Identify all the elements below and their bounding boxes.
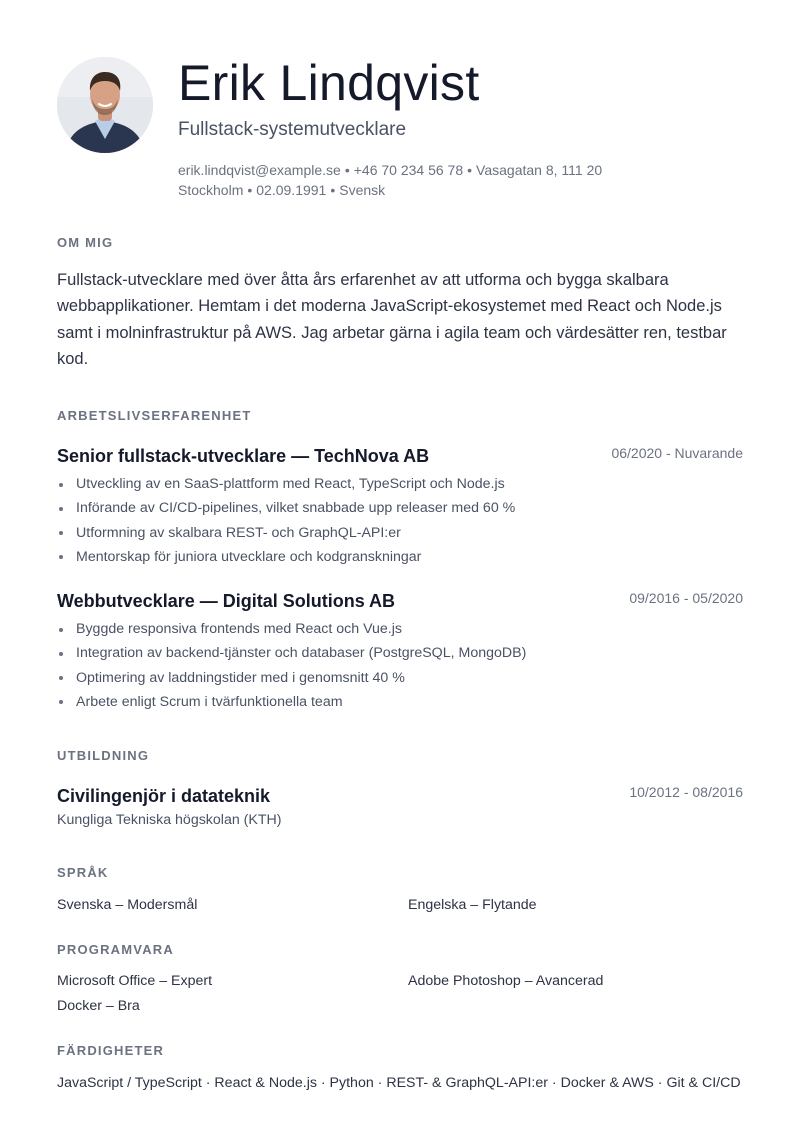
job-bullets <box>57 472 747 569</box>
list-item: Mentorskap för juniora utvecklare och kodgranskningar <box>57 545 747 569</box>
separator: • <box>467 162 473 178</box>
language-item: Engelska – Flytande <box>408 897 537 913</box>
language-item: Svenska – Modersmål <box>57 897 198 913</box>
job-title: Senior fullstack-utvecklare — TechNova AB <box>57 446 430 466</box>
contact-email: erik.lindqvist@example.se <box>178 162 341 178</box>
list-item: Optimering av laddningstider med i genomsnitt 40 % <box>57 666 747 690</box>
job-title: Webbutvecklare — Digital Solutions AB <box>57 591 396 611</box>
experience-heading: ARBETSLIVSERFARENHET <box>57 408 252 423</box>
software-item: Adobe Photoshop – Avancerad <box>408 973 604 989</box>
list-item: Utveckling av en SaaS-plattform med React, TypeScript och Node.js <box>57 472 747 496</box>
about-text: Fullstack-utvecklare med över åtta års erfarenhet av att utforma och bygga skalbara webbapplikationer. Hemtam i det moderna JavaScript-ekosystemet med React och Node.js samt i molninfrastruktur på AWS. Jag arbetar gärna i agila team och värdesätter ren, testbar kod. <box>57 271 727 368</box>
contact-birthdate: 02.09.1991 <box>256 182 327 198</box>
list-item: Arbete enligt Scrum i tvärfunktionella team <box>57 690 747 714</box>
candidate-name: Erik Lindqvist <box>178 55 480 111</box>
contact-nationality: Svensk <box>339 182 386 198</box>
list-item: Utformning av skalbara REST- och GraphQL-API:er <box>57 521 747 545</box>
contact-phone: +46 70 234 56 78 <box>353 162 464 178</box>
education-heading: UTBILDNING <box>57 748 150 763</box>
person-portrait-icon <box>57 57 153 153</box>
separator: • <box>344 162 350 178</box>
languages-heading: SPRÅK <box>57 865 109 880</box>
software-heading: PROGRAMVARA <box>57 942 174 957</box>
education-date: 10/2012 - 08/2016 <box>629 784 743 800</box>
education-school: Kungliga Tekniska högskolan (KTH) <box>57 812 282 828</box>
separator: • <box>247 182 253 198</box>
skills-heading: FÄRDIGHETER <box>57 1043 165 1058</box>
contact-info <box>178 160 748 200</box>
candidate-title: Fullstack-systemutvecklare <box>178 119 407 140</box>
contact-address: Vasagatan 8, 111 20 Stockholm <box>178 162 603 198</box>
job-bullets <box>57 617 747 714</box>
job-date: 09/2016 - 05/2020 <box>629 590 743 606</box>
software-item: Docker – Bra <box>57 998 140 1014</box>
list-item: Införande av CI/CD-pipelines, vilket snabbade upp releaser med 60 % <box>57 496 747 520</box>
list-item: Integration av backend-tjänster och databaser (PostgreSQL, MongoDB) <box>57 641 747 665</box>
skills-text: JavaScript / TypeScript · React & Node.js · Python · REST- & GraphQL-API:er · Docker & AWS · Git & CI/CD <box>57 1075 741 1091</box>
job-date: 06/2020 - Nuvarande <box>611 445 743 461</box>
about-heading: OM MIG <box>57 235 114 250</box>
software-item: Microsoft Office – Expert <box>57 973 213 989</box>
separator: • <box>330 182 336 198</box>
list-item: Byggde responsiva frontends med React och Vue.js <box>57 617 747 641</box>
education-degree: Civilingenjör i datateknik <box>57 786 271 806</box>
profile-photo <box>57 57 153 153</box>
